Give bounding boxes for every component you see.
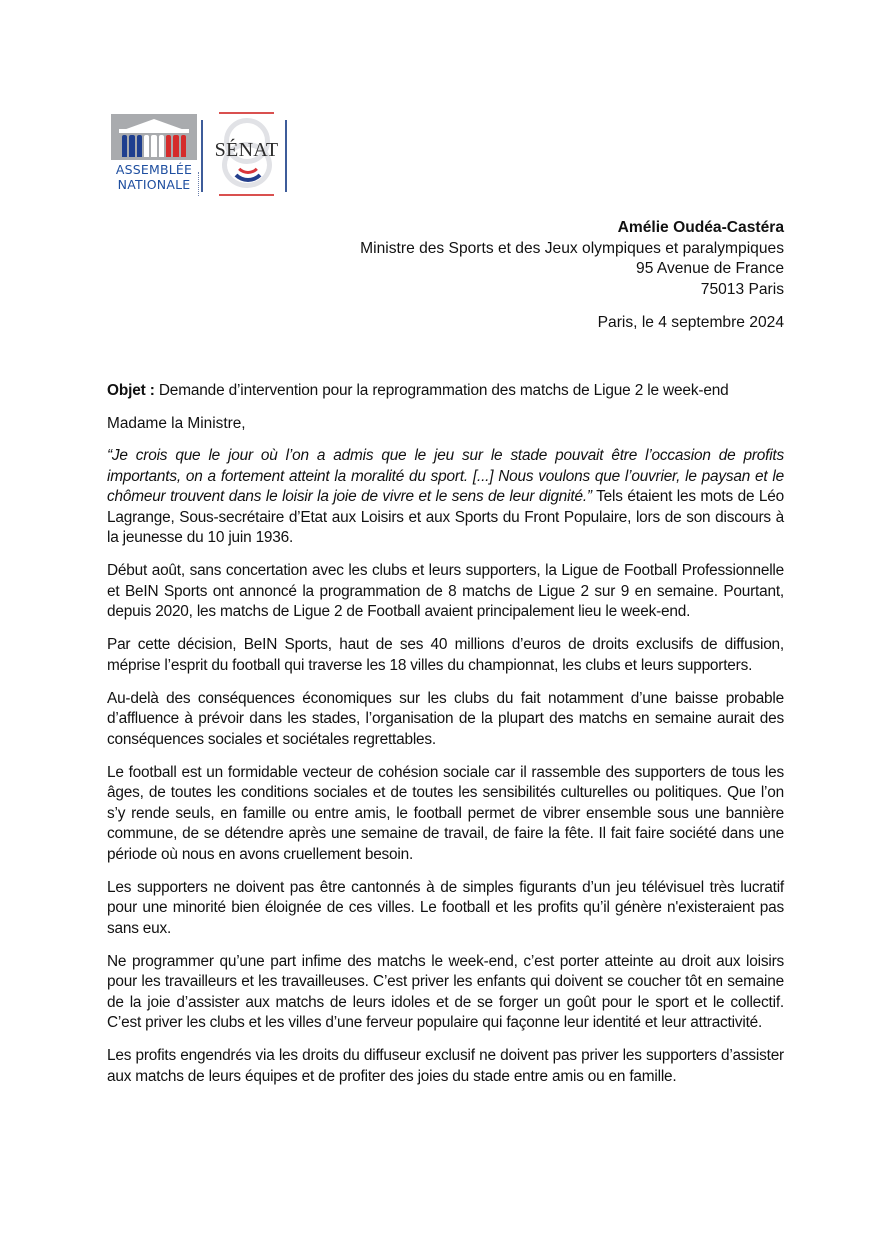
letterhead-logos bbox=[111, 112, 289, 197]
recipient-name: Amélie Oudéa-Castéra bbox=[617, 219, 784, 236]
subject-text: Demande d’intervention pour la reprogrammation des matchs de Ligue 2 le week-end bbox=[154, 382, 729, 399]
paragraph-bein-decision: Par cette décision, BeIN Sports, haut de ses 40 millions d’euros de droits exclusifs de diffusion, méprise l’esprit du football qui traverse les 18 villes du championnat, les clubs et leurs supporters. bbox=[107, 636, 784, 674]
paragraph-social-cohesion: Le football est un formidable vecteur de cohésion sociale car il rassemble des supporters de tous les âges, de toutes les conditions sociales et de toutes les sensibilités culturelles ou politiques. Que l’on s’y rende seuls, en famille ou entre amis, le football permet de vibrer ensemble sous une bannière commune, de se détendre après une semaine de travail, de faire la fête. Il fait faire société dans une période où nous en avons cruellement besoin. bbox=[107, 763, 784, 863]
senat-bottom-rule bbox=[219, 194, 274, 196]
assemblee-building-icon bbox=[111, 114, 197, 160]
paragraph-quote bbox=[107, 446, 784, 549]
assemblee-line1: ASSEMBLÉE bbox=[115, 162, 193, 177]
senat-logo bbox=[204, 112, 289, 197]
recipient-address-line1: 95 Avenue de France bbox=[636, 260, 784, 278]
recipient-title: Ministre des Sports et des Jeux olympiques et paralympiques bbox=[360, 239, 784, 257]
assemblee-nationale-wordmark bbox=[111, 162, 197, 192]
recipient-address-line2: 75013 Paris bbox=[700, 280, 784, 298]
assemblee-line2: NATIONALE bbox=[117, 177, 191, 192]
quote-attribution: Tels étaient les mots de Léo Lagrange, Sous-secrétaire d’Etat aux Loisirs et aux Sports du Front Populaire, lors de son discours à la jeunesse du 10 juin 1936. bbox=[107, 488, 785, 546]
paragraph-consequences: Au-delà des conséquences économiques sur les clubs du fait notamment d’une baisse probable d’affluence à prévoir dans les stades, l’organisation de la plupart des matchs en semaine aurait des conséquences sociales et sociétales regrettables. bbox=[107, 689, 784, 748]
logo-divider-dots bbox=[198, 172, 199, 196]
subject-label: Objet : bbox=[107, 382, 155, 399]
letter-date: Paris, le 4 septembre 2024 bbox=[597, 314, 784, 331]
senat-wordmark: SÉNAT bbox=[214, 139, 279, 161]
recipient-block bbox=[360, 218, 784, 300]
paragraph-profits: Les profits engendrés via les droits du diffuseur exclusif ne doivent pas priver les supporters d’assister aux matchs de leurs équipes et de profiter des joies du stade entre amis ou en famille. bbox=[107, 1047, 784, 1085]
paragraph-context: Début août, sans concertation avec les clubs et leurs supporters, la Ligue de Football Professionnelle et BeIN Sports ont annoncé la programmation de 8 matchs de Ligue 2 sur 9 en semaine. Pourtant, depuis 2020, les matchs de Ligue 2 de Football avaient principalement lieu le week-end. bbox=[107, 562, 784, 620]
lagrange-quote: “Je crois que le jour où l’on a admis que le jeu sur le stade pouvait être l’occasion de profits importants, on a fortement atteint la moralité du sport. [...] Nous voulons que l’ouvrier, le paysan et le chômeur trouvent dans le loisir la joie de vivre et le sens de leur dignité.” bbox=[107, 447, 784, 505]
logo-divider-right bbox=[285, 120, 287, 192]
paragraph-supporters: Les supporters ne doivent pas être cantonnés à de simples figurants d’un jeu télévisuel très lucratif pour une minorité bien éloignée de ces villes. Le football et les profits qu’il génère n'existeraient pas sans eux. bbox=[107, 878, 784, 937]
salutation: Madame la Ministre, bbox=[107, 414, 246, 432]
letter-subject bbox=[107, 381, 784, 402]
senat-top-rule bbox=[219, 112, 274, 114]
assemblee-nationale-logo bbox=[111, 114, 197, 196]
paragraph-leisure-rights: Ne programmer qu’une part infime des matchs le week-end, c’est porter atteinte au droit aux loisirs pour les travailleurs et les travailleuses. C’est priver les enfants qui doivent se coucher tôt en semaine de la joie d’assister aux matchs de leurs idoles et de se forger un goût pour le sport et le collectif. C’est priver les clubs et les villes d’une ferveur populaire qui façonne leur identité et leur attractivité. bbox=[107, 952, 784, 1031]
letter-body bbox=[107, 381, 784, 1100]
logo-divider-left bbox=[201, 120, 203, 192]
